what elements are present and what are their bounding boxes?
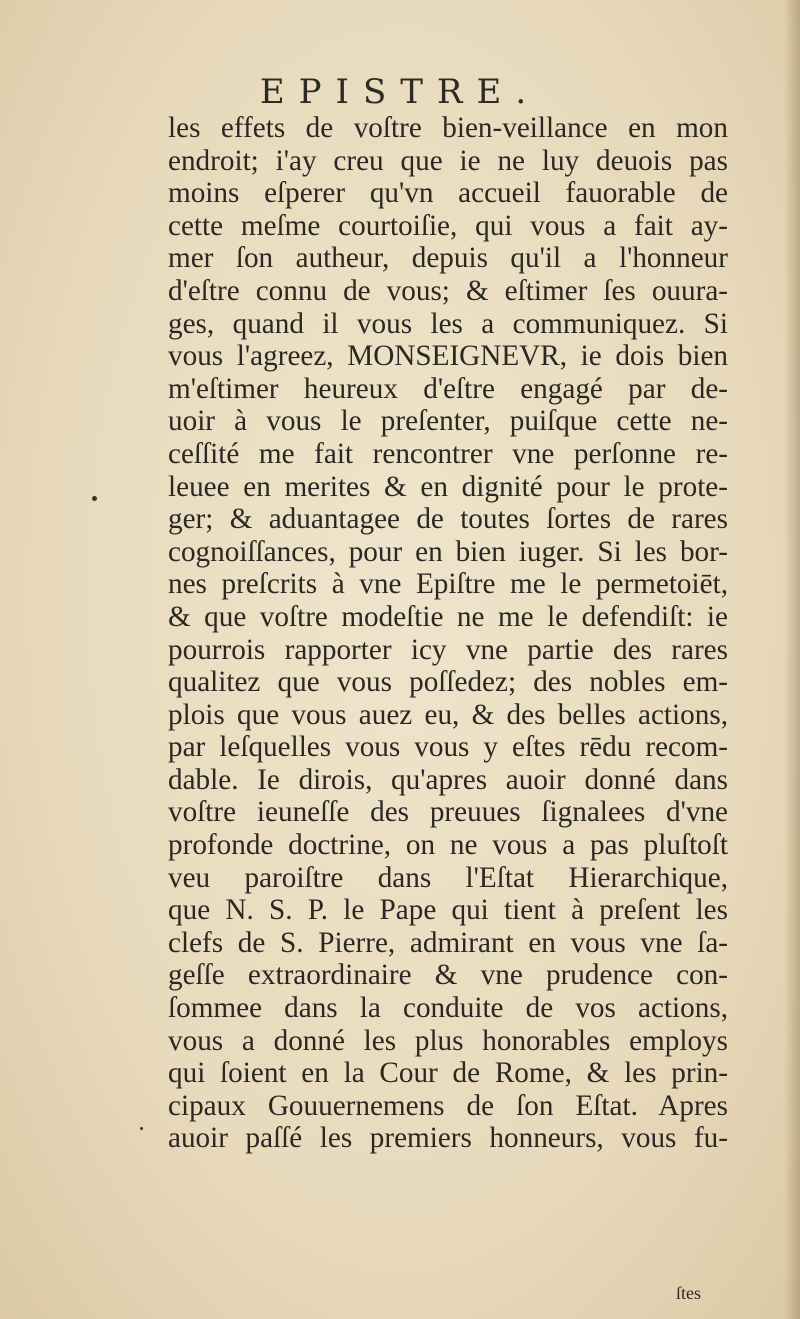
text-line: d'eſtre connu de vous; & eſtimer ſes ouura- — [168, 274, 728, 307]
text-line: leuee en merites & en dignité pour le prote- — [168, 470, 728, 503]
text-line: clefs de S. Pierre, admirant en vous vne ſa- — [168, 926, 728, 959]
text-line: les effets de voſtre bien-veillance en mon — [168, 112, 728, 144]
text-line: voſtre ieuneſſe des preuues ſignalees d'vne — [168, 796, 728, 829]
text-line: plois que vous auez eu, & des belles actions, — [168, 698, 728, 731]
text-line: nes preſcrits à vne Epiſtre me le permetoiēt, — [168, 568, 728, 601]
body-text — [168, 112, 728, 1155]
text-line: endroit; i'ay creu que ie ne luy deuois pas — [168, 144, 728, 177]
text-line: & que voſtre modeſtie ne me le defendiſt: ie — [168, 600, 728, 633]
text-line: profonde doctrine, on ne vous a pas pluſtoſt — [168, 829, 728, 862]
text-line: geſſe extraordinaire & vne prudence con- — [168, 959, 728, 992]
text-line: mer ſon autheur, depuis qu'il a l'honneur — [168, 242, 728, 275]
running-head: EPISTRE. — [259, 72, 541, 112]
text-line: cognoiſſances, pour en bien iuger. Si les bor- — [168, 535, 728, 568]
text-line: dable. Ie dirois, qu'apres auoir donné dans — [168, 763, 728, 796]
text-line: cette meſme courtoiſie, qui vous a fait ay- — [168, 209, 728, 242]
ink-speck — [92, 496, 97, 501]
text-line: veu paroiſtre dans l'Eſtat Hierarchique, — [168, 861, 728, 894]
text-line: ſommee dans la conduite de vos actions, — [168, 992, 728, 1025]
catchword: ſtes — [676, 1283, 701, 1303]
ink-speck — [140, 1127, 143, 1130]
text-line: ger; & aduantagee de toutes ſortes de rares — [168, 503, 728, 536]
text-line: uoir à vous le preſenter, puiſque cette ne- — [168, 405, 728, 438]
text-line: qualitez que vous poſſedez; des nobles em- — [168, 666, 728, 699]
text-line: qui ſoient en la Cour de Rome, & les prin- — [168, 1057, 728, 1090]
text-line: par leſquelles vous vous y eſtes rēdu recom- — [168, 731, 728, 764]
text-line: que N. S. P. le Pape qui tient à preſent les — [168, 894, 728, 927]
page-edge-shadow — [784, 0, 800, 1319]
text-line: m'eſtimer heureux d'eſtre engagé par de- — [168, 372, 728, 405]
text-line: ceſſité me fait rencontrer vne perſonne re- — [168, 437, 728, 470]
text-line: vous l'agreez, MONSEIGNEVR, ie dois bien — [168, 340, 728, 373]
text-line: cipaux Gouuernemens de ſon Eſtat. Apres — [168, 1089, 728, 1122]
text-line: moins eſperer qu'vn accueil fauorable de — [168, 177, 728, 210]
text-line: auoir paſſé les premiers honneurs, vous fu- — [168, 1122, 728, 1155]
text-line: pourrois rapporter icy vne partie des rares — [168, 633, 728, 666]
text-line: vous a donné les plus honorables employs — [168, 1024, 728, 1057]
text-line: ges, quand il vous les a communiquez. Si — [168, 307, 728, 340]
